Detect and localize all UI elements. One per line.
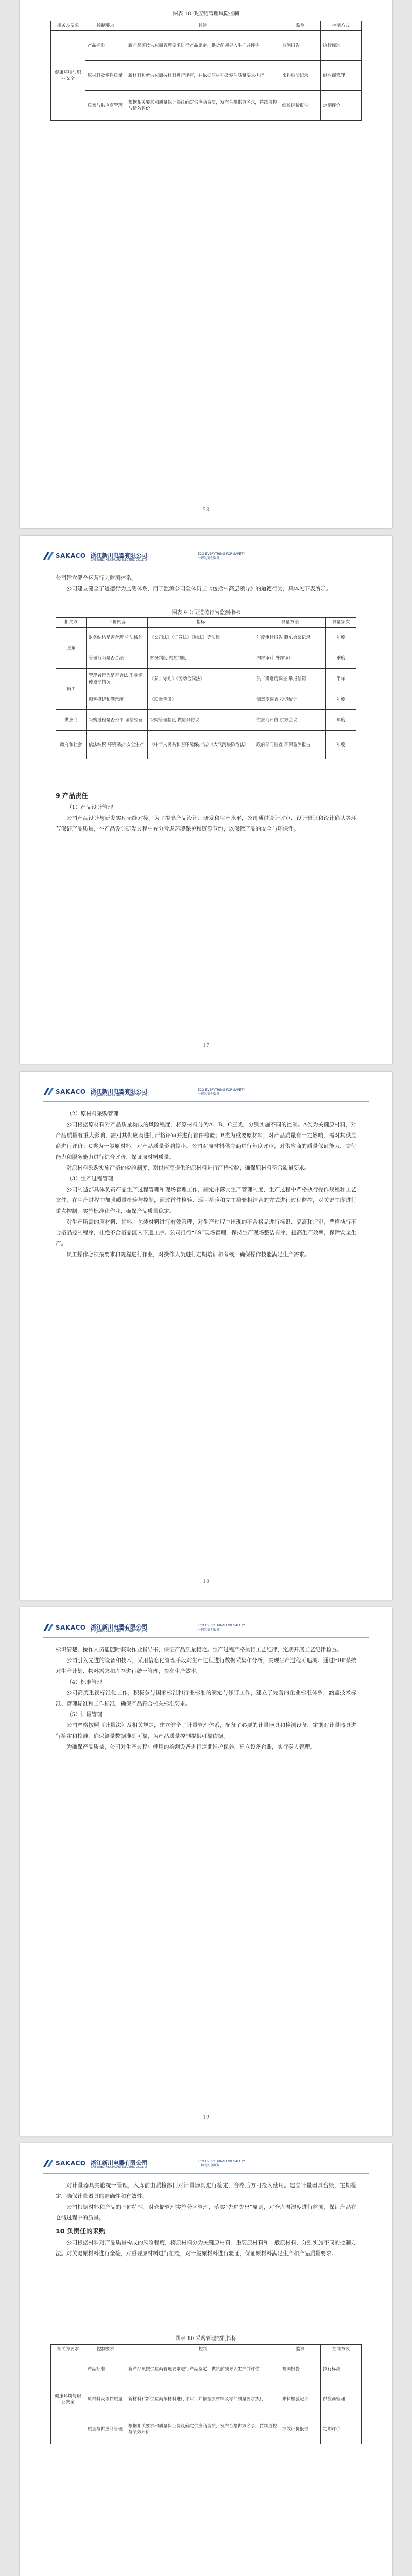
table-header: 控制要求 bbox=[85, 21, 126, 31]
table-cell: 管理行为是否合法 bbox=[87, 648, 148, 669]
slogan bbox=[198, 552, 245, 561]
table-cell: 定期评价 bbox=[321, 91, 362, 121]
table-header: 控制 bbox=[126, 21, 280, 31]
table-cell: 《公司法》《证券法》《税法》等法律 bbox=[148, 628, 254, 648]
body-text bbox=[56, 573, 356, 595]
document-page bbox=[20, 0, 392, 528]
paragraph: 对原材料采购实施严格的检验制度，对供应商提供的原材料进行严格检验，确保原材料符合质量要求。 bbox=[66, 1165, 310, 1171]
table-cell: 《质量手册》 bbox=[148, 689, 254, 710]
table-cell: 根据相关要求和质量保证协议确定供应商资质，发布合格供方名录，持续监控与绩效评价 bbox=[126, 2414, 280, 2444]
table-title: 图表 10 采购管理控制指标 bbox=[175, 2336, 237, 2342]
table-cell: 新材料和新供应商按材料进行评审，并依据原材料及零件质量要求执行 bbox=[126, 61, 280, 91]
table-cell: 员工满意度调查 举报信箱 bbox=[254, 669, 326, 689]
company-name-en: ZHEJIANG XINCHUAN ELECTRIC CO.,LTD bbox=[91, 558, 147, 562]
table-cell: 依法纳税 环境保护 安全生产 bbox=[87, 731, 148, 759]
section-heading: 10 负责任的采购 bbox=[56, 2227, 106, 2235]
table-cell: 执行标准 bbox=[321, 31, 362, 61]
paragraph: 员工操作必须按要求和规程进行作业，对操作人员进行定期培训和考核，确保操作技能满足生产需求。 bbox=[66, 1251, 310, 1258]
page-number: 17 bbox=[203, 1043, 209, 1048]
table-cell: 定期评价 bbox=[321, 2414, 362, 2444]
slogan-en: ECO EVERYTHING FOR SAFETY bbox=[198, 1624, 245, 1628]
subheading: （5）计量管理 bbox=[66, 1711, 102, 1718]
table-cell: 半年 bbox=[326, 669, 356, 689]
table-cell: 质量与供应商管理 bbox=[85, 2414, 126, 2444]
section-heading: 9 产品责任 bbox=[56, 792, 89, 800]
table-title: 图表 10 供应链管理风险控制 bbox=[173, 11, 239, 17]
body-text bbox=[56, 2180, 356, 2259]
subheading: （4）标准管理 bbox=[66, 1679, 102, 1685]
document-page bbox=[20, 536, 392, 1064]
slogan-en: ECO EVERYTHING FOR SAFETY bbox=[198, 552, 245, 556]
paragraph: 公司根据材料对产品质量构成的风险程度，将原材料分为关键原材料、重要原材料和一般原材料，分别实施不同的控制方法。对关键原材料进行全检，对重要原材料进行抽检，对一般原材料进行验证，保证原材料满足生产和产品质量要求。 bbox=[56, 2240, 356, 2257]
document-page bbox=[20, 1072, 392, 1600]
table-cell: 年度 bbox=[326, 731, 356, 759]
table-cell: 供应商管理 bbox=[321, 2384, 362, 2414]
page-header bbox=[43, 1622, 369, 1638]
table-cell: 健康环境与职业安全 bbox=[51, 2354, 85, 2444]
procurement-table bbox=[50, 2344, 362, 2444]
paragraph: 公司引入先进的设备和技术，采用信息化管理手段对生产过程进行数据采集和分析，实现生产过程可追溯。通过ERP系统对生产计划、物料需求和库存进行统一管理，提高生产效率。 bbox=[56, 1657, 356, 1674]
paragraph: 公司严格按照《计量法》及相关规定，建立健全了计量管理体系，配备了必要的计量器具和检测设备，定期对计量器具进行检定和校准，确保测量数据准确可靠，为产品质量控制提供可靠依据。 bbox=[56, 1722, 356, 1739]
table-cell: 根据相关要求和质量保证协议确定供应商资质，发布合格供方名录，持续监控与绩效评价 bbox=[126, 91, 280, 121]
table-header: 指标 bbox=[148, 618, 254, 628]
table-header: 测量频次 bbox=[326, 618, 356, 628]
table-row bbox=[56, 710, 356, 731]
page-number: 18 bbox=[203, 1579, 209, 1584]
table-cell: 供应商 bbox=[56, 710, 87, 731]
table-cell: 《中华人民共和国环境保护法》《大气污染防治法》 bbox=[148, 731, 254, 759]
slogan-cn: 一切为安全服务 bbox=[198, 1628, 220, 1632]
table-cell: 原材料及零件质量 bbox=[85, 2384, 126, 2414]
table-cell: 原材料及零件质量 bbox=[85, 61, 126, 91]
table-cell: 新产品须按供应商管理要求进行产品鉴定，供货前须导入生产并评估 bbox=[126, 2354, 280, 2384]
page-number: 19 bbox=[203, 2115, 209, 2120]
table-cell: 质量与供应商管理 bbox=[85, 91, 126, 121]
paragraph: 公司根据材料和产品的不同特性，对仓储管理实施分区管理，落实“先进先出”原则，对仓库温湿度进行监测，保证产品在仓储过程中的质量。 bbox=[56, 2204, 356, 2221]
company-name-en: ZHEJIANG XINCHUAN ELECTRIC CO.,LTD bbox=[91, 1630, 147, 1633]
table-row bbox=[51, 91, 362, 121]
paragraph: 标识清楚，操作人员能随时获取作业指导书，保证产品质量稳定。生产过程严格执行工艺纪律，定期开展工艺纪律检查。 bbox=[56, 1647, 342, 1653]
logo-text: SAKACO bbox=[56, 552, 86, 560]
company-name: 浙江新川电器有限公司 bbox=[91, 552, 147, 559]
paragraph: 公司产品设计与研发实现无缝对接。为了提高产品设计、研发和生产水平，公司通过设计评审、设计验证和设计确认等环节保证产品质量，在产品设计研发过程中充分考虑环境保护和资源节约，以保障产品的安全与环保性。 bbox=[56, 815, 356, 832]
table-header: 相关方要求 bbox=[51, 2345, 85, 2354]
page-header bbox=[43, 550, 369, 566]
table-cell: 年度 bbox=[326, 689, 356, 710]
table-cell: 员工 bbox=[56, 669, 87, 710]
table-cell: 采购管理制度 供应商协议 bbox=[148, 710, 254, 731]
table-cell: 财务结构是否合理 守法诚信 bbox=[87, 628, 148, 648]
table-cell: 管理者行为是否合法 职业道德遵守情况 bbox=[87, 669, 148, 689]
slogan-cn: 一切为安全服务 bbox=[198, 556, 220, 560]
company-logo-icon bbox=[43, 1088, 54, 1095]
paragraph: 为确保产品质量，公司对生产过程中使用的检测设备进行定期维护保养，建立设备台账，实行专人管理。 bbox=[66, 1744, 315, 1750]
table-cell: 执行标准 bbox=[321, 2354, 362, 2384]
table-header: 控制要求 bbox=[85, 2345, 126, 2354]
table-cell: 新材料和新供应商按材料进行评审，并依据原材料及零件质量要求执行 bbox=[126, 2384, 280, 2414]
table-cell: 政府部门检查 环保监测报告 bbox=[254, 731, 326, 759]
document-page bbox=[20, 1607, 392, 2136]
subheading: （3）生产过程管理 bbox=[66, 1176, 113, 1182]
paragraph: 公司高度重视标准化工作，积极参与国家标准和行业标准的制定与修订工作，建立了完善的企业标准体系，涵盖技术标准、管理标准和工作标准，确保产品符合相关标准要求。 bbox=[56, 1690, 356, 1707]
table-header: 评价内容 bbox=[87, 618, 148, 628]
table-cell: 年度审计报告 股东会议记录 bbox=[254, 628, 326, 648]
table-cell: 产品标准 bbox=[85, 31, 126, 61]
table-header: 控制方式 bbox=[321, 2345, 362, 2354]
table-header-row bbox=[56, 618, 356, 628]
table-cell: 供应商管理 bbox=[321, 61, 362, 91]
table-header: 监测 bbox=[280, 2345, 321, 2354]
company-name: 浙江新川电器有限公司 bbox=[91, 1088, 147, 1095]
paragraph: 公司制造部具体负责产品生产过程管理和现场管理工作，制定并落实生产管理制度，生产过程中严格执行操作规程和工艺文件，在生产过程中加强质量检验与控制，通过首件检验、巡回检验和完工检验相结合的方式进行过程监控，对关键工序进行重点控制，实施标准化作业，确保产品质量稳定。 bbox=[56, 1187, 356, 1214]
company-name-en: ZHEJIANG XINCHUAN ELECTRIC CO.,LTD bbox=[91, 1094, 147, 1097]
table-row bbox=[56, 731, 356, 759]
table-cell: 来料检验记录 bbox=[280, 2384, 321, 2414]
supply-chain-table bbox=[50, 21, 362, 121]
slogan bbox=[198, 1624, 245, 1632]
table-cell: 健康环境与职业安全 bbox=[51, 31, 85, 121]
body-text bbox=[56, 1645, 356, 1753]
company-name-en: ZHEJIANG XINCHUAN ELECTRIC CO.,LTD bbox=[91, 2166, 147, 2169]
table-header: 控制 bbox=[126, 2345, 280, 2354]
table-cell: 满意度调查 投诉统计 bbox=[254, 689, 326, 710]
table-cell: 股东 bbox=[56, 628, 87, 669]
table-header: 相关方要求 bbox=[51, 21, 85, 31]
table-header-row bbox=[51, 21, 362, 31]
paragraph: 对生产所需的原材料、辅料、包装材料进行有效管理，对生产过程中出现的不合格品进行标识、隔离和评审，严格执行不合格品控制程序，杜绝不合格品流入下道工序。公司推行“6S”现场管理，保持生产现场整洁有序，提高生产效率，保障安全生产。 bbox=[56, 1219, 356, 1247]
table-row bbox=[51, 61, 362, 91]
document-page bbox=[20, 2143, 392, 2576]
table-row bbox=[56, 669, 356, 689]
subheading: （1）产品设计管理 bbox=[66, 804, 113, 810]
subheading: （2）原材料采购管理 bbox=[66, 1111, 119, 1117]
table-header: 监测 bbox=[280, 21, 321, 31]
table-cell: 内部审计 外部审计 bbox=[254, 648, 326, 669]
company-name: 浙江新川电器有限公司 bbox=[91, 2160, 147, 2166]
slogan-en: ECO EVERYTHING FOR SAFETY bbox=[198, 2160, 245, 2163]
paragraph: 对计量器具实施统一管理，入库前由质检部门对计量器具进行检定，合格后方可投入使用。建立计量器具台账，定期检定，确保计量器具的准确性和有效性。 bbox=[56, 2182, 356, 2199]
table-header: 相关方 bbox=[56, 618, 87, 628]
ethics-table bbox=[56, 617, 356, 759]
logo-text: SAKACO bbox=[56, 1088, 86, 1095]
table-cell: 财务制度 内控制度 bbox=[148, 648, 254, 669]
table-header-row bbox=[51, 2345, 362, 2354]
slogan-en: ECO EVERYTHING FOR SAFETY bbox=[198, 1088, 245, 1092]
table-cell: 采购过程是否公平 诚信经营 bbox=[87, 710, 148, 731]
table-row bbox=[51, 2384, 362, 2414]
table-title: 图表 9 公司道德行为监测指标 bbox=[171, 610, 241, 616]
table-cell: 年度 bbox=[326, 710, 356, 731]
table-cell: 产品标准 bbox=[85, 2354, 126, 2384]
table-header: 测量方法 bbox=[254, 618, 326, 628]
logo-text: SAKACO bbox=[56, 2160, 86, 2167]
table-cell: 绩效评价报告 bbox=[280, 2414, 321, 2444]
table-row bbox=[56, 689, 356, 710]
table-cell: 来料检验记录 bbox=[280, 61, 321, 91]
paragraph: 公司建立健全运营行为监测体系。 bbox=[56, 575, 137, 581]
slogan bbox=[198, 2160, 245, 2168]
table-row bbox=[51, 31, 362, 61]
table-cell: 《员工守则》《劳动合同法》 bbox=[148, 669, 254, 689]
slogan-cn: 一切为安全服务 bbox=[198, 2164, 220, 2167]
body-text bbox=[56, 1109, 356, 1260]
page-header bbox=[43, 1086, 369, 1102]
page-header bbox=[43, 2158, 369, 2174]
table-row bbox=[51, 2414, 362, 2444]
table-row bbox=[51, 2354, 362, 2384]
table-cell: 顾客投诉和满意度 bbox=[87, 689, 148, 710]
page-number: 28 bbox=[203, 507, 209, 513]
company-logo-icon bbox=[43, 1624, 54, 1631]
table-row bbox=[56, 628, 356, 648]
body-text bbox=[56, 788, 356, 835]
paragraph: 公司根据原材料对产品质量构成的风险程度，将原材料分为A、B、C三类，分别实施不同的控制。A类为关键原材料，对产品质量有重大影响，需对其供应商进行严格评审并进行首件检验；B类为重要原材料，对产品质量有一定影响，需对其供应商进行评价；C类为一般原材料，对产品质量影响较小。公司对原材料供应商进行年度评审，对供应商的质量保证能力、交付能力和服务能力进行综合评价，保证原材料质量。 bbox=[56, 1122, 356, 1160]
table-cell: 绩效评价报告 bbox=[280, 91, 321, 121]
table-cell: 检测报告 bbox=[280, 31, 321, 61]
table-cell: 季度 bbox=[326, 648, 356, 669]
company-logo-icon bbox=[43, 2160, 54, 2167]
paragraph: 公司建立健全了道德行为监测体系，用于监测公司全体员工《包括中高层领导》的道德行为，具体见下表所示。 bbox=[66, 586, 332, 592]
table-cell: 供应商评价 供方会议 bbox=[254, 710, 326, 731]
company-logo-icon bbox=[43, 552, 54, 560]
logo-text: SAKACO bbox=[56, 1624, 86, 1631]
table-cell: 检测报告 bbox=[280, 2354, 321, 2384]
table-header: 控制方式 bbox=[321, 21, 362, 31]
table-row bbox=[56, 648, 356, 669]
slogan-cn: 一切为安全服务 bbox=[198, 1092, 220, 1096]
table-cell: 新产品须按供应商管理要求进行产品鉴定，供货前须导入生产并评估 bbox=[126, 31, 280, 61]
slogan bbox=[198, 1088, 245, 1096]
company-name: 浙江新川电器有限公司 bbox=[91, 1624, 147, 1631]
table-cell: 政府和社会 bbox=[56, 731, 87, 759]
table-cell: 年度 bbox=[326, 628, 356, 648]
